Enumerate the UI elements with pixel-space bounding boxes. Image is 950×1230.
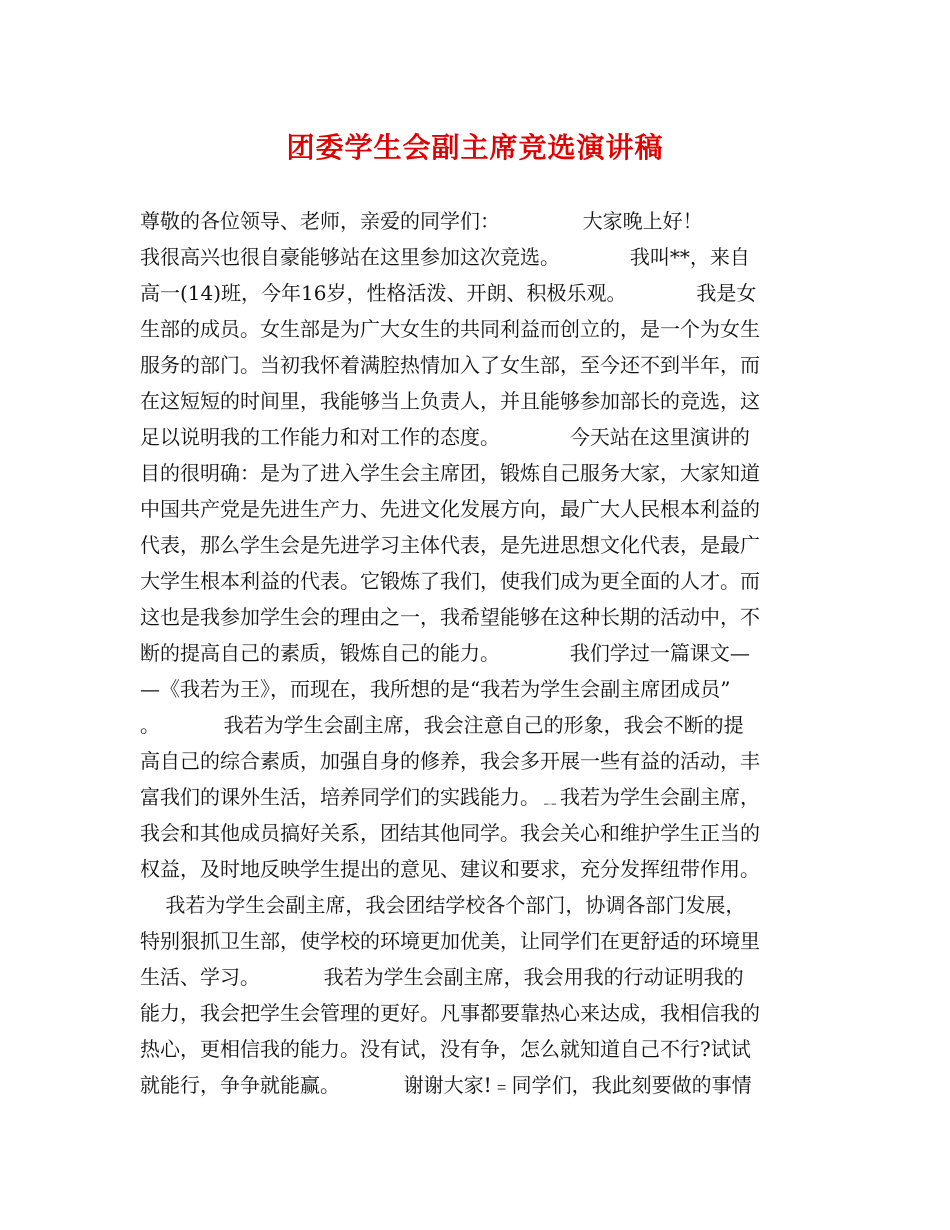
body-line-10: 代表，那么学生会是先进学习主体代表，是先进思想文化代表，是最广 xyxy=(140,533,760,557)
body-line-21: 特别狠抓卫生部，使学校的环境更加优美，让同学们在更舒适的环境里 xyxy=(140,929,760,953)
document-title: 团委学生会副主席竞选演讲稿 xyxy=(286,131,664,164)
body-line-5: 服务的部门。当初我怀着满腔热情加入了女生部，至今还不到半年，而 xyxy=(140,353,760,377)
body-line-13: 断的提高自己的素质，锻炼自己的能力。 我们学过一篇课文— xyxy=(140,641,750,665)
body-line-23: 能力，我会把学生会管理的更好。凡事都要靠热心来达成，我相信我的 xyxy=(140,1001,760,1025)
body-line-3: 高一(14)班，今年16岁，性格活泼、开朗、积极乐观。 我是女 xyxy=(140,281,757,305)
body-line-11: 大学生根本利益的代表。它锻炼了我们，使我们成为更全面的人才。而 xyxy=(140,569,760,593)
body-line-14: —《我若为王》，而现在，我所想的是“我若为学生会副主席团成员” xyxy=(140,677,731,701)
body-line-8: 目的很明确：是为了进入学生会主席团，锻炼自己服务大家，大家知道 xyxy=(140,461,760,485)
body-line-15: 。 我若为学生会副主席，我会注意自己的形象，我会不断的提 xyxy=(140,713,744,737)
body-line-2: 我很高兴也很自豪能够站在这里参加这次竞选。 我叫**，来自 xyxy=(140,245,750,269)
body-line-20: 我若为学生会副主席，我会团结学校各个部门，协调各部门发展， xyxy=(140,893,746,917)
body-line-1: 尊敬的各位领导、老师，亲爱的同学们： 大家晚上好！ xyxy=(140,209,703,233)
body-line-24: 热心，更相信我的能力。没有试，没有争，怎么就知道自己不行?试试 xyxy=(140,1037,751,1061)
body-line-25: 就能行，争争就能赢。 谢谢大家!﹦同学们，我此刻要做的事情 xyxy=(140,1073,752,1097)
body-line-16: 高自己的综合素质，加强自身的修养，我会多开展一些有益的活动，丰 xyxy=(140,749,760,773)
body-line-12: 这也是我参加学生会的理由之一，我希望能够在这种长期的活动中，不 xyxy=(140,605,760,629)
body-line-17: 富我们的课外生活，培养同学们的实践能力。﹎我若为学生会副主席， xyxy=(140,785,760,809)
body-line-18: 我会和其他成员搞好关系，团结其他同学。我会关心和维护学生正当的 xyxy=(140,821,760,845)
body-line-22: 生活、学习。 我若为学生会副主席，我会用我的行动证明我的 xyxy=(140,965,744,989)
body-line-9: 中国共产党是先进生产力、先进文化发展方向，最广大人民根本利益的 xyxy=(140,497,760,521)
body-line-6: 在这短短的时间里，我能够当上负责人，并且能够参加部长的竞选，这 xyxy=(140,389,760,413)
body-line-4: 生部的成员。女生部是为广大女生的共同利益而创立的，是一个为女生 xyxy=(140,317,760,341)
body-line-7: 足以说明我的工作能力和对工作的态度。 今天站在这里演讲的 xyxy=(140,425,750,449)
body-line-19: 权益，及时地反映学生提出的意见、建议和要求，充分发挥纽带作用。 xyxy=(140,857,760,881)
speech-body xyxy=(140,203,820,1103)
